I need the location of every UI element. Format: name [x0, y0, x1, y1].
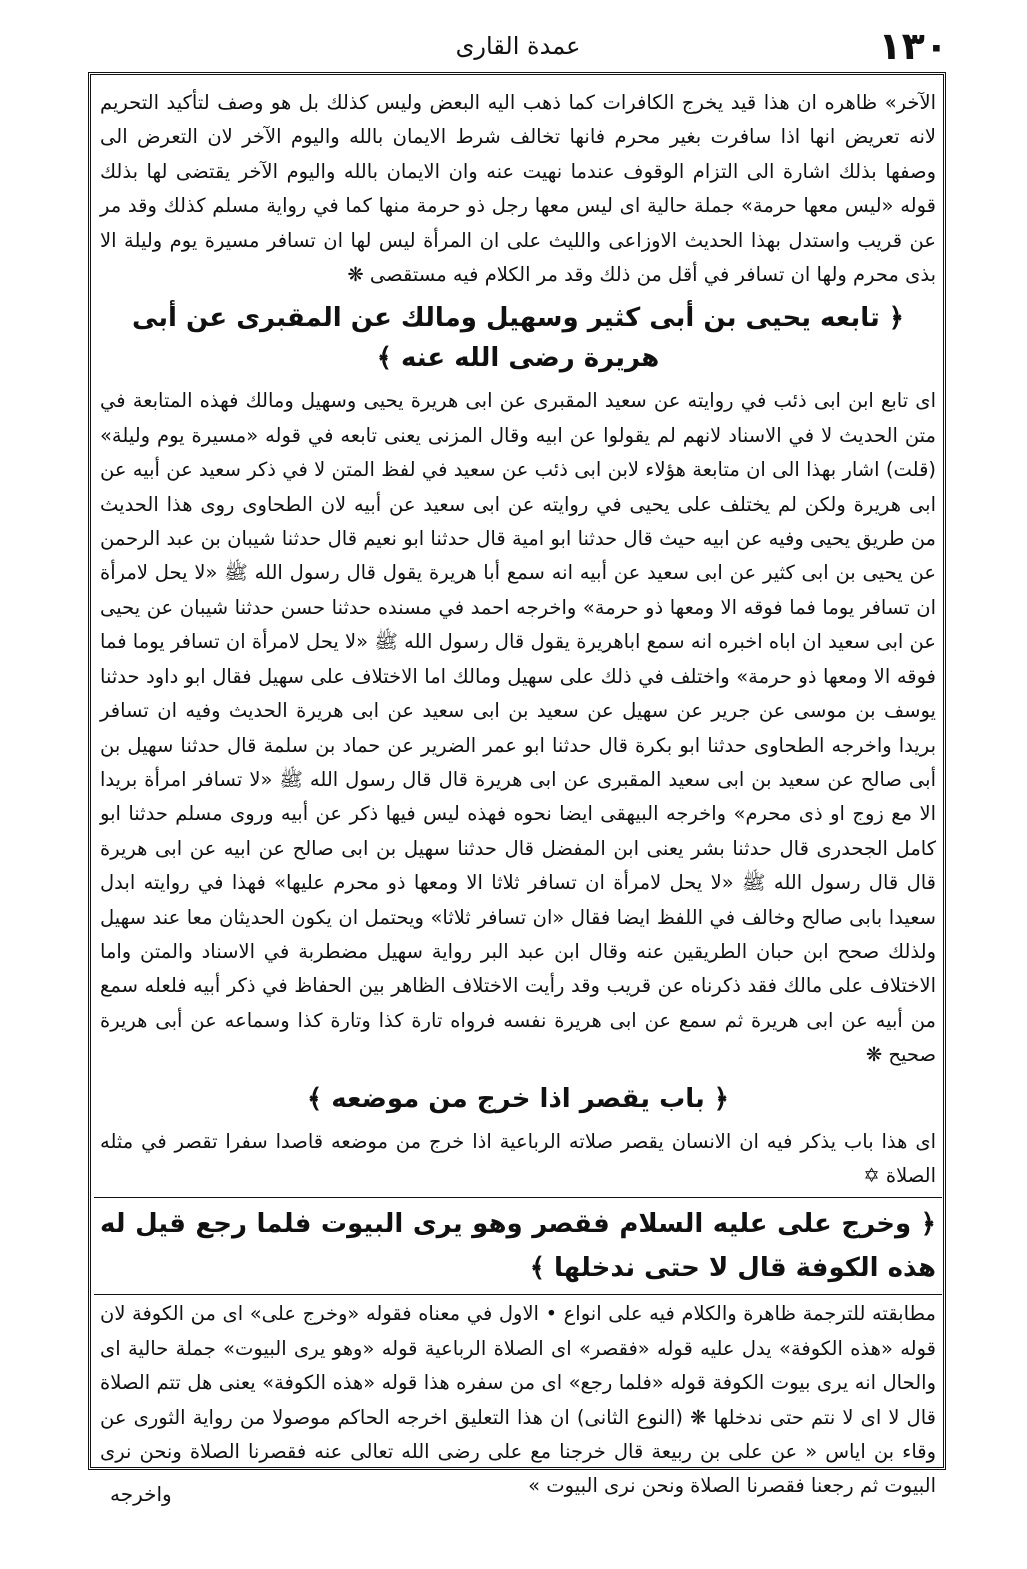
hadith-quote: ﴿ وخرج على عليه السلام فقصر وهو يرى البيوت فلما رجع قيل له هذه الكوفة قال لا حتى ندخلها ﴾ [100, 1209, 936, 1284]
footer-catchword: واخرجه [110, 1482, 172, 1506]
divider [94, 1294, 942, 1295]
page-number: ١٣٠ [878, 24, 948, 68]
running-title: عمدة القارى [455, 32, 581, 60]
page-header [88, 18, 948, 74]
opening-paragraph: الآخر» ظاهره ان هذا قيد يخرج الكافرات كما ذهب اليه البعض وليس كذلك بل هو وصف لتأكيد التحريم لانه تعريض انها اذا سافرت بغير محرم فانها تخالف شرط الايمان بالله واليوم الآخر لان التعرض الى وصفها بذلك اشارة الى التزام الوقوف عندما نهيت عنه وان الايمان بالله واليوم الآخر يقتضى لها بذلك قوله «ليس معها حرمة» جملة حالية اى ليس معها رجل ذو حرمة منها كما في رواية مسلم كذلك وقد مر عن قريب واستدل بهذا الحديث الاوزاعى والليث على ان المرأة ليس لها ان تسافر مسيرة يوم وليلة الا بذى محرم ولها ان تسافر في أقل من ذلك وقد مر الكلام فيه مستقصى ❋ [100, 91, 936, 287]
tabiah-commentary: اى تابع ابن ابى ذئب في روايته عن سعيد المقبرى عن ابى هريرة يحيى وسهيل ومالك فهذه المتابعة في متن الحديث لا في الاسناد لانهم لم يقولوا عن ابيه وقال المزنى يعنى تابعه في قوله «مسيرة يوم وليلة» (قلت) اشار بهذا الى ان متابعة هؤلاء لابن ابى ذئب عن سعيد في لفظ المتن لا في ذكر سعيد عن أبيه عن ابى هريرة ولكن لم يختلف على يحيى في روايته عن ابى سعيد عن أبيه لان الطحاوى روى هذا الحديث من طريق يحيى وفيه عن ابيه حيث قال حدثنا ابو امية قال حدثنا ابو نعيم قال حدثنا شيبان بن عبد الرحمن عن يحيى بن ابى كثير عن ابى سعيد عن أبيه انه سمع أبا هريرة يقول قال رسول الله ﷺ «لا يحل لامرأة ان تسافر يوما فما فوقه الا ومعها ذو حرمة» واخرجه احمد في مسنده حدثنا حسن حدثنا شيبان عن يحيى عن ابى سعيد ان اباه اخبره انه سمع اباهريرة يقول قال رسول الله ﷺ «لا يحل لامرأة ان تسافر يوما فما فوقه الا ومعها ذو حرمة» واختلف في ذلك على سهيل ومالك اما الاختلاف على سهيل فقال ابو داود حدثنا يوسف بن موسى عن جرير عن سهيل عن سعيد بن ابى سعيد عن ابى هريرة الحديث وفيه ان تسافر بريدا واخرجه الطحاوى حدثنا ابو بكرة قال حدثنا ابو عمر الضرير عن حماد بن سلمة قال حدثنا سهيل بن أبى صالح عن سعيد بن ابى سعيد المقبرى عن ابى هريرة قال قال رسول الله ﷺ «لا تسافر امرأة بريدا الا مع زوج او ذى محرم» واخرجه البيهقى ايضا نحوه فهذه ليس فيها ذكر عن أبيه وروى مسلم حدثنا ابو كامل الجحدرى قال حدثنا بشر يعنى ابن المفضل قال حدثنا سهيل بن ابى صالح عن ابيه عن ابى هريرة قال قال رسول الله ﷺ «لا يحل لامرأة ان تسافر ثلاثا الا ومعها ذو محرم عليها» فهذا في روايته ابدل سعيدا بابى صالح وخالف في اللفظ ايضا فقال «ان تسافر ثلاثا» ويحتمل ان يكون الحديثان معا عند سهيل ولذلك صحح ابن حبان الطريقين عنه وقال ابن عبد البر رواية سهيل مضطربة في الاسناد والمتن واما الاختلاف على مالك فقد ذكرناه عن قريب وقد رأيت الاختلاف الظاهر بين الحفاظ في ذكر أبيه فلعله سمع من أبيه عن ابى هريرة ثم سمع عن ابى هريرة نفسه فرواه تارة كذا وتارة كذا وسماعه عن أبى هريرة صحيح ❋ [100, 389, 936, 1067]
divider [94, 1197, 942, 1198]
bab-intro: اى هذا باب يذكر فيه ان الانسان يقصر صلاته الرباعية اذا خرج من موضعه قاصدا سفرا تقصر في مثله الصلاة ✡ [100, 1129, 936, 1187]
bab-heading: ﴿ باب يقصر اذا خرج من موضعه ﴾ [306, 1083, 730, 1114]
bab-commentary: مطابقته للترجمة ظاهرة والكلام فيه على انواع • الاول في معناه فقوله «وخرج على» اى من الكوفة لان قوله «هذه الكوفة» يدل عليه قوله «فقصر» اى الصلاة الرباعية قوله «وهو يرى البيوت» جملة حالية اى والحال انه يرى بيوت الكوفة قوله «فلما رجع» اى من سفره هذا قوله «هذه الكوفة» يعنى هل تتم الصلاة قال لا اى لا نتم حتى ندخلها ❋ (النوع الثانى) ان هذا التعليق اخرجه الحاكم موصولا من رواية الثورى عن وقاء بن اياس « عن على بن ربيعة قال خرجنا مع على رضى الله تعالى عنه فقصرنا الصلاة ونحن نرى البيوت ثم رجعنا فقصرنا الصلاة ونحن نرى البيوت » [100, 1302, 936, 1498]
tabiah-heading: ﴿ تابعه يحيى بن أبى كثير وسهيل ومالك عن المقبرى عن أبى هريرة رضى الله عنه ﴾ [131, 303, 905, 374]
page-body [100, 86, 936, 1498]
